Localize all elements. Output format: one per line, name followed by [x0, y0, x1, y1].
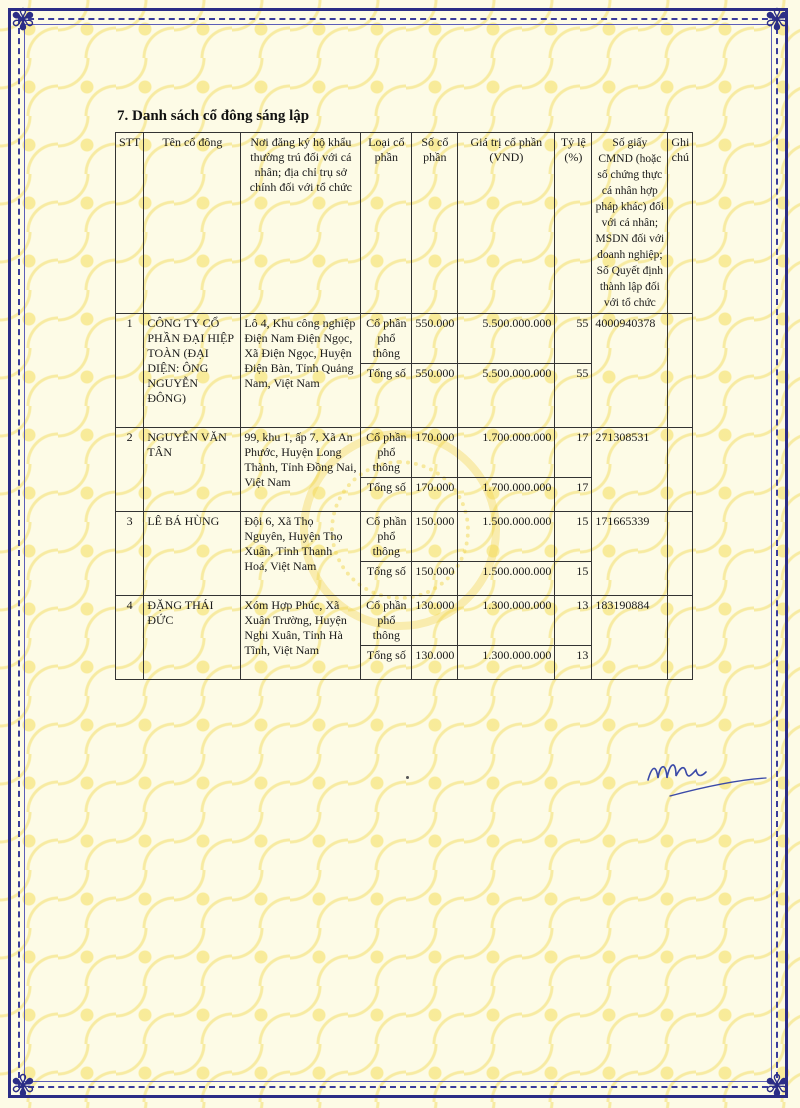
- table-header-row: [116, 133, 693, 314]
- cell-share-type: Cổ phần phổ thông: [361, 512, 412, 562]
- cell-ratio: 15: [555, 512, 592, 562]
- cell-shares: 130.000: [412, 596, 458, 646]
- cell-value: 1.300.000.000: [458, 596, 555, 646]
- cell-total-value: 5.500.000.000: [458, 364, 555, 428]
- cell-address: Đội 6, Xã Thọ Nguyên, Huyện Thọ Xuân, Tỉnh Thanh Hoá, Việt Nam: [241, 512, 361, 596]
- cell-shares: 550.000: [412, 314, 458, 364]
- cell-total-label: Tổng số: [361, 478, 412, 512]
- col-header-share-count: Số cổ phần: [412, 133, 458, 314]
- cell-id-no: 4000940378: [592, 314, 668, 428]
- cell-total-label: Tổng số: [361, 364, 412, 428]
- ink-dot: [406, 776, 409, 779]
- cell-total-ratio: 15: [555, 562, 592, 596]
- cell-total-shares: 550.000: [412, 364, 458, 428]
- cell-total-shares: 130.000: [412, 646, 458, 680]
- corner-ornament-icon: ✾: [10, 1070, 36, 1103]
- section-heading: 7. Danh sách cổ đông sáng lập: [117, 108, 310, 124]
- table-row: [116, 428, 693, 478]
- cell-name: NGUYỄN VĂN TÂN: [144, 428, 241, 512]
- cell-address: 99, khu 1, ấp 7, Xã An Phước, Huyện Long Thành, Tỉnh Đồng Nai, Việt Nam: [241, 428, 361, 512]
- col-header-share-type: Loại cổ phần: [361, 133, 412, 314]
- col-header-name: Tên cổ đông: [144, 133, 241, 314]
- cell-stt: 2: [116, 428, 144, 512]
- cell-total-value: 1.300.000.000: [458, 646, 555, 680]
- cell-id-no: 171665339: [592, 512, 668, 596]
- cell-value: 1.700.000.000: [458, 428, 555, 478]
- shareholders-table: [115, 132, 693, 680]
- table-row: [116, 512, 693, 562]
- cell-note: [668, 512, 693, 596]
- corner-ornament-icon: ✾: [10, 4, 36, 37]
- cell-total-ratio: 55: [555, 364, 592, 428]
- cell-total-value: 1.500.000.000: [458, 562, 555, 596]
- cell-total-shares: 170.000: [412, 478, 458, 512]
- cell-note: [668, 596, 693, 680]
- cell-note: [668, 314, 693, 428]
- col-header-note: Ghi chú: [668, 133, 693, 314]
- signature-mark: [640, 752, 770, 802]
- cell-shares: 170.000: [412, 428, 458, 478]
- cell-name: CÔNG TY CỔ PHẦN ĐẠI HIỆP TOÀN (ĐẠI DIỆN: ÔNG NGUYỄN ĐÔNG): [144, 314, 241, 428]
- cell-id-no: 183190884: [592, 596, 668, 680]
- corner-ornament-icon: ✾: [764, 4, 790, 37]
- cell-ratio: 17: [555, 428, 592, 478]
- cell-address: Xóm Hợp Phúc, Xã Xuân Trường, Huyện Nghi Xuân, Tỉnh Hà Tĩnh, Việt Nam: [241, 596, 361, 680]
- cell-total-label: Tổng số: [361, 646, 412, 680]
- col-header-id-no: Số giấy CMND (hoặc số chứng thực cá nhân hợp pháp khác) đối với cá nhân; MSDN đối với doanh nghiệp; Số Quyết định thành lập đối với tổ chức: [592, 133, 668, 314]
- col-header-stt: STT: [116, 133, 144, 314]
- cell-value: 1.500.000.000: [458, 512, 555, 562]
- table-row: [116, 314, 693, 364]
- cell-name: LÊ BÁ HÙNG: [144, 512, 241, 596]
- cell-share-type: Cổ phần phổ thông: [361, 596, 412, 646]
- cell-name: ĐẶNG THÁI ĐỨC: [144, 596, 241, 680]
- cell-total-value: 1.700.000.000: [458, 478, 555, 512]
- cell-note: [668, 428, 693, 512]
- col-header-value: Giá trị cổ phần (VND): [458, 133, 555, 314]
- col-header-address: Nơi đăng ký hộ khẩu thường trú đối với cá nhân; địa chỉ trụ sở chính đối với tổ chức: [241, 133, 361, 314]
- cell-stt: 3: [116, 512, 144, 596]
- col-header-ratio: Tỷ lệ (%): [555, 133, 592, 314]
- cell-total-ratio: 17: [555, 478, 592, 512]
- cell-stt: 1: [116, 314, 144, 428]
- cell-share-type: Cổ phần phổ thông: [361, 314, 412, 364]
- cell-total-ratio: 13: [555, 646, 592, 680]
- cell-shares: 150.000: [412, 512, 458, 562]
- table-row: [116, 596, 693, 646]
- corner-ornament-icon: ✾: [764, 1070, 790, 1103]
- cell-ratio: 13: [555, 596, 592, 646]
- cell-stt: 4: [116, 596, 144, 680]
- cell-address: Lô 4, Khu công nghiệp Điện Nam Điện Ngọc, Xã Điện Ngọc, Huyện Điện Bàn, Tỉnh Quảng Nam, Việt Nam: [241, 314, 361, 428]
- cell-id-no: 271308531: [592, 428, 668, 512]
- cell-total-shares: 150.000: [412, 562, 458, 596]
- cell-ratio: 55: [555, 314, 592, 364]
- cell-share-type: Cổ phần phổ thông: [361, 428, 412, 478]
- cell-value: 5.500.000.000: [458, 314, 555, 364]
- cell-total-label: Tổng số: [361, 562, 412, 596]
